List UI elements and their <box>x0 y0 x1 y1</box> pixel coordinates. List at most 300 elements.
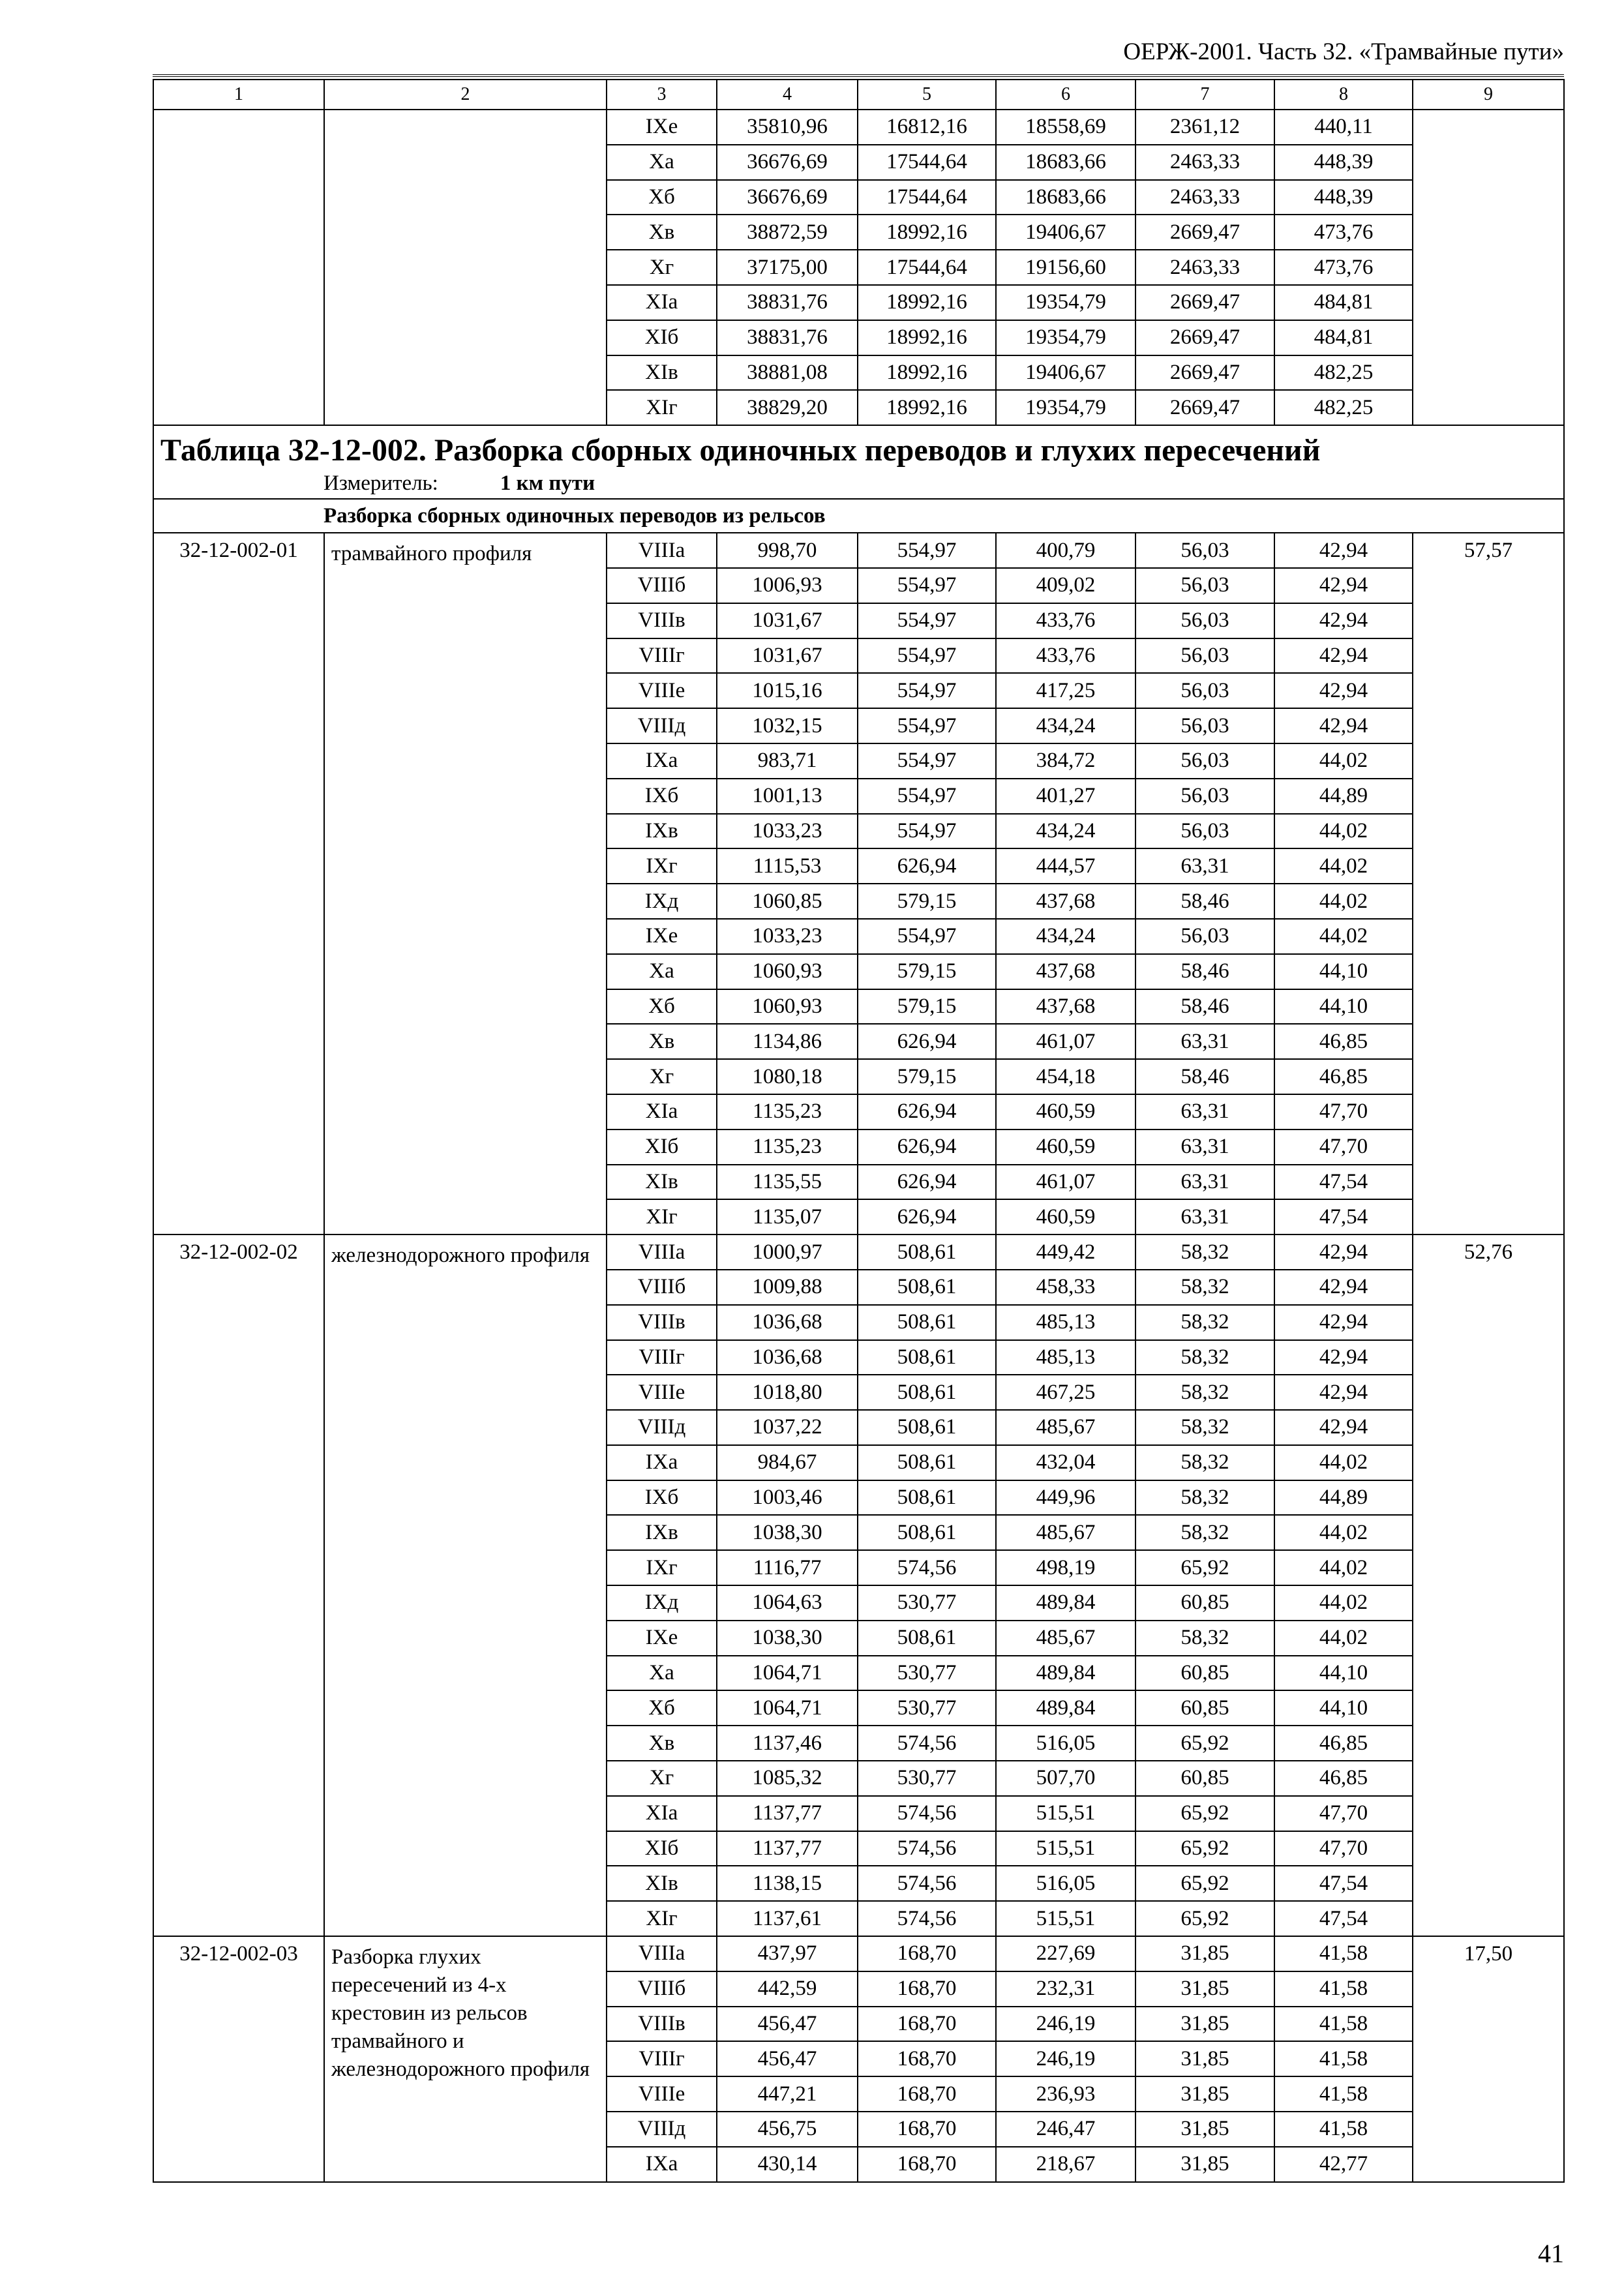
value-cell: 530,77 <box>858 1585 996 1621</box>
value-cell: 448,39 <box>1274 145 1413 180</box>
table-row <box>153 1936 1564 1971</box>
value-cell: 227,69 <box>996 1936 1135 1971</box>
value-cell: 554,97 <box>858 603 996 638</box>
value-cell: 1037,22 <box>717 1410 858 1445</box>
type-cell: XIг <box>607 390 717 425</box>
value-cell: 46,85 <box>1274 1024 1413 1059</box>
value-cell: 38831,76 <box>717 285 858 320</box>
value-cell: 63,31 <box>1135 1024 1274 1059</box>
value-cell: 1033,23 <box>717 814 858 849</box>
value-cell: 473,76 <box>1274 215 1413 250</box>
value-cell: 579,15 <box>858 954 996 989</box>
value-cell: 461,07 <box>996 1165 1135 1200</box>
type-cell: VIIIе <box>607 2076 717 2112</box>
value-cell: 2463,33 <box>1135 180 1274 215</box>
value-cell: 44,02 <box>1274 1621 1413 1656</box>
type-cell: XIб <box>607 1130 717 1165</box>
value-cell: 168,70 <box>858 1971 996 2007</box>
subheading-row <box>153 499 1564 533</box>
value-cell: 489,84 <box>996 1690 1135 1726</box>
column-number: 5 <box>858 80 996 110</box>
column-number: 2 <box>324 80 607 110</box>
value-cell: 515,51 <box>996 1901 1135 1936</box>
value-cell: 56,03 <box>1135 743 1274 779</box>
type-cell: VIIIа <box>607 1234 717 1270</box>
type-cell: Xг <box>607 1761 717 1796</box>
value-cell: 1033,23 <box>717 919 858 954</box>
page-number: 41 <box>1538 2239 1564 2268</box>
name-cell: трамвайного профиля <box>324 533 607 1234</box>
value-cell: 38829,20 <box>717 390 858 425</box>
name-cell: железнодорожного профиля <box>324 1234 607 1936</box>
column-number: 6 <box>996 80 1135 110</box>
value-cell: 574,56 <box>858 1831 996 1866</box>
value-cell: 1031,67 <box>717 603 858 638</box>
value-cell: 63,31 <box>1135 1130 1274 1165</box>
value-cell: 461,07 <box>996 1024 1135 1059</box>
value-cell: 60,85 <box>1135 1690 1274 1726</box>
value-cell: 42,94 <box>1274 603 1413 638</box>
value-cell: 434,24 <box>996 814 1135 849</box>
value-cell: 1006,93 <box>717 568 858 603</box>
value-cell: 433,76 <box>996 603 1135 638</box>
value-cell: 19354,79 <box>996 390 1135 425</box>
value-cell: 31,85 <box>1135 2147 1274 2182</box>
column-number: 1 <box>153 80 324 110</box>
type-cell: VIIIб <box>607 1971 717 2007</box>
value-cell: 430,14 <box>717 2147 858 2182</box>
value-cell: 60,85 <box>1135 1761 1274 1796</box>
type-cell: Xа <box>607 1656 717 1691</box>
value-cell: 63,31 <box>1135 1165 1274 1200</box>
price-table <box>153 79 1565 2183</box>
value-cell: 508,61 <box>858 1305 996 1340</box>
value-cell: 31,85 <box>1135 2112 1274 2147</box>
value-cell: 2669,47 <box>1135 355 1274 391</box>
value-cell: 47,54 <box>1274 1199 1413 1234</box>
type-cell: Xг <box>607 1059 717 1094</box>
value-cell: 485,67 <box>996 1621 1135 1656</box>
value-cell: 18683,66 <box>996 145 1135 180</box>
value-cell: 218,67 <box>996 2147 1135 2182</box>
value-cell: 42,94 <box>1274 708 1413 743</box>
value-cell: 626,94 <box>858 848 996 884</box>
value-cell: 47,54 <box>1274 1165 1413 1200</box>
value-cell: 458,33 <box>996 1270 1135 1305</box>
value-cell: 1137,46 <box>717 1726 858 1761</box>
value-cell: 44,02 <box>1274 814 1413 849</box>
value-cell: 38881,08 <box>717 355 858 391</box>
section-subheading: Разборка сборных одиночных переводов из рельсов <box>153 499 1564 533</box>
value-cell: 58,46 <box>1135 1059 1274 1094</box>
value-cell: 485,13 <box>996 1340 1135 1375</box>
value-cell: 1115,53 <box>717 848 858 884</box>
type-cell: XIб <box>607 1831 717 1866</box>
value-cell: 2669,47 <box>1135 390 1274 425</box>
type-cell: XIб <box>607 320 717 355</box>
value-cell: 18992,16 <box>858 215 996 250</box>
value-cell: 42,94 <box>1274 1410 1413 1445</box>
value-cell: 31,85 <box>1135 1936 1274 1971</box>
code-cell <box>153 110 324 425</box>
value-cell: 1009,88 <box>717 1270 858 1305</box>
value-cell: 60,85 <box>1135 1585 1274 1621</box>
value-cell: 460,59 <box>996 1130 1135 1165</box>
type-cell: VIIIд <box>607 1410 717 1445</box>
value-cell: 44,02 <box>1274 1445 1413 1480</box>
value-cell: 42,77 <box>1274 2147 1413 2182</box>
value-cell: 508,61 <box>858 1515 996 1550</box>
value-cell: 1036,68 <box>717 1305 858 1340</box>
value-cell: 508,61 <box>858 1270 996 1305</box>
value-cell: 1135,07 <box>717 1199 858 1234</box>
value-cell: 485,67 <box>996 1410 1135 1445</box>
column-number: 3 <box>607 80 717 110</box>
value-cell: 168,70 <box>858 2041 996 2076</box>
value-cell: 433,76 <box>996 638 1135 674</box>
value-cell: 58,46 <box>1135 989 1274 1025</box>
value-cell: 384,72 <box>996 743 1135 779</box>
value-cell: 626,94 <box>858 1199 996 1234</box>
type-cell: VIIIд <box>607 2112 717 2147</box>
value-cell: 17544,64 <box>858 180 996 215</box>
value-cell: 1038,30 <box>717 1621 858 1656</box>
value-cell: 508,61 <box>858 1445 996 1480</box>
type-cell: VIIIб <box>607 568 717 603</box>
type-cell: VIIIб <box>607 1270 717 1305</box>
column-number: 9 <box>1413 80 1564 110</box>
value-cell: 17544,64 <box>858 145 996 180</box>
type-cell: VIIIг <box>607 638 717 674</box>
value-cell: 38831,76 <box>717 320 858 355</box>
value-cell: 38872,59 <box>717 215 858 250</box>
value-cell: 449,42 <box>996 1234 1135 1270</box>
value-cell: 437,68 <box>996 954 1135 989</box>
value-cell: 18558,69 <box>996 110 1135 145</box>
value-cell: 460,59 <box>996 1199 1135 1234</box>
table-body <box>153 80 1564 2182</box>
type-cell: XIв <box>607 1866 717 1901</box>
value-cell: 515,51 <box>996 1831 1135 1866</box>
value-cell: 58,46 <box>1135 884 1274 919</box>
type-cell: Xг <box>607 250 717 285</box>
value-cell: 18992,16 <box>858 320 996 355</box>
value-cell: 1001,13 <box>717 779 858 814</box>
type-cell: IXв <box>607 1515 717 1550</box>
value-cell: 998,70 <box>717 533 858 568</box>
value-cell: 579,15 <box>858 1059 996 1094</box>
value-cell: 31,85 <box>1135 2041 1274 2076</box>
value-cell: 2361,12 <box>1135 110 1274 145</box>
value-cell: 42,94 <box>1274 568 1413 603</box>
value-cell: 482,25 <box>1274 355 1413 391</box>
value-cell: 554,97 <box>858 814 996 849</box>
table-title-cell <box>153 425 1564 469</box>
value-cell: 1134,86 <box>717 1024 858 1059</box>
value-cell: 508,61 <box>858 1621 996 1656</box>
value-cell: 44,02 <box>1274 848 1413 884</box>
value-cell: 1135,23 <box>717 1130 858 1165</box>
value-cell: 1135,55 <box>717 1165 858 1200</box>
type-cell: VIIIе <box>607 673 717 708</box>
table-row <box>153 110 1564 145</box>
value-cell: 18992,16 <box>858 355 996 391</box>
value-cell: 58,32 <box>1135 1375 1274 1410</box>
value-cell: 1138,15 <box>717 1866 858 1901</box>
value-cell: 47,70 <box>1274 1796 1413 1831</box>
value-cell: 42,94 <box>1274 1234 1413 1270</box>
value-cell: 246,19 <box>996 2007 1135 2042</box>
value-cell: 434,24 <box>996 708 1135 743</box>
value-cell: 449,96 <box>996 1480 1135 1516</box>
value-cell: 1018,80 <box>717 1375 858 1410</box>
value-cell: 65,92 <box>1135 1550 1274 1585</box>
value-cell: 56,03 <box>1135 568 1274 603</box>
value-cell: 417,25 <box>996 673 1135 708</box>
type-cell: IXа <box>607 1445 717 1480</box>
value-cell: 246,47 <box>996 2112 1135 2147</box>
value-cell: 456,47 <box>717 2041 858 2076</box>
value-cell: 41,58 <box>1274 2112 1413 2147</box>
value-cell: 58,46 <box>1135 954 1274 989</box>
value-cell: 574,56 <box>858 1796 996 1831</box>
value-cell: 44,10 <box>1274 1690 1413 1726</box>
value-cell: 409,02 <box>996 568 1135 603</box>
value-cell: 65,92 <box>1135 1901 1274 1936</box>
type-cell: IXд <box>607 1585 717 1621</box>
value-cell: 42,94 <box>1274 1340 1413 1375</box>
code-cell: 32-12-002-02 <box>153 1234 324 1936</box>
value-cell: 58,32 <box>1135 1445 1274 1480</box>
value-cell: 1085,32 <box>717 1761 858 1796</box>
type-cell: VIIIе <box>607 1375 717 1410</box>
value-cell: 554,97 <box>858 533 996 568</box>
value-cell: 35810,96 <box>717 110 858 145</box>
value-cell: 63,31 <box>1135 1199 1274 1234</box>
value-cell: 579,15 <box>858 989 996 1025</box>
value-cell: 2463,33 <box>1135 145 1274 180</box>
type-cell: IXе <box>607 110 717 145</box>
value-cell: 19354,79 <box>996 285 1135 320</box>
value-cell: 60,85 <box>1135 1656 1274 1691</box>
col9-cell: 57,57 <box>1413 533 1564 1234</box>
value-cell: 516,05 <box>996 1866 1135 1901</box>
value-cell: 58,32 <box>1135 1270 1274 1305</box>
value-cell: 626,94 <box>858 1024 996 1059</box>
value-cell: 246,19 <box>996 2041 1135 2076</box>
value-cell: 19156,60 <box>996 250 1135 285</box>
value-cell: 508,61 <box>858 1480 996 1516</box>
value-cell: 434,24 <box>996 919 1135 954</box>
value-cell: 58,32 <box>1135 1515 1274 1550</box>
value-cell: 41,58 <box>1274 2007 1413 2042</box>
value-cell: 31,85 <box>1135 2007 1274 2042</box>
value-cell: 65,92 <box>1135 1866 1274 1901</box>
value-cell: 31,85 <box>1135 2076 1274 2112</box>
value-cell: 454,18 <box>996 1059 1135 1094</box>
value-cell: 1038,30 <box>717 1515 858 1550</box>
value-cell: 1060,93 <box>717 954 858 989</box>
value-cell: 1116,77 <box>717 1550 858 1585</box>
value-cell: 168,70 <box>858 2076 996 2112</box>
value-cell: 473,76 <box>1274 250 1413 285</box>
column-number: 7 <box>1135 80 1274 110</box>
type-cell: Xв <box>607 215 717 250</box>
value-cell: 554,97 <box>858 638 996 674</box>
value-cell: 554,97 <box>858 708 996 743</box>
value-cell: 168,70 <box>858 2147 996 2182</box>
type-cell: Xа <box>607 954 717 989</box>
value-cell: 46,85 <box>1274 1059 1413 1094</box>
value-cell: 56,03 <box>1135 779 1274 814</box>
value-cell: 56,03 <box>1135 919 1274 954</box>
value-cell: 485,67 <box>996 1515 1135 1550</box>
type-cell: IXб <box>607 1480 717 1516</box>
col9-cell <box>1413 110 1564 425</box>
value-cell: 168,70 <box>858 2112 996 2147</box>
value-cell: 47,70 <box>1274 1130 1413 1165</box>
value-cell: 58,32 <box>1135 1234 1274 1270</box>
name-cell <box>324 110 607 425</box>
value-cell: 447,21 <box>717 2076 858 2112</box>
value-cell: 498,19 <box>996 1550 1135 1585</box>
value-cell: 554,97 <box>858 673 996 708</box>
value-cell: 456,75 <box>717 2112 858 2147</box>
value-cell: 2669,47 <box>1135 215 1274 250</box>
value-cell: 41,58 <box>1274 1971 1413 2007</box>
value-cell: 530,77 <box>858 1656 996 1691</box>
type-cell: XIг <box>607 1901 717 1936</box>
running-header: ОЕРЖ-2001. Часть 32. «Трамвайные пути» <box>1123 38 1564 65</box>
value-cell: 460,59 <box>996 1094 1135 1130</box>
value-cell: 1135,23 <box>717 1094 858 1130</box>
type-cell: Xб <box>607 180 717 215</box>
value-cell: 37175,00 <box>717 250 858 285</box>
value-cell: 16812,16 <box>858 110 996 145</box>
type-cell: XIг <box>607 1199 717 1234</box>
value-cell: 42,94 <box>1274 533 1413 568</box>
value-cell: 554,97 <box>858 568 996 603</box>
value-cell: 401,27 <box>996 779 1135 814</box>
value-cell: 18992,16 <box>858 390 996 425</box>
value-cell: 58,32 <box>1135 1621 1274 1656</box>
value-cell: 41,58 <box>1274 2041 1413 2076</box>
value-cell: 18683,66 <box>996 180 1135 215</box>
value-cell: 58,32 <box>1135 1305 1274 1340</box>
value-cell: 44,89 <box>1274 1480 1413 1516</box>
value-cell: 485,13 <box>996 1305 1135 1340</box>
value-cell: 56,03 <box>1135 603 1274 638</box>
type-cell: IXг <box>607 1550 717 1585</box>
value-cell: 42,94 <box>1274 638 1413 674</box>
value-cell: 19406,67 <box>996 355 1135 391</box>
value-cell: 1064,71 <box>717 1656 858 1691</box>
value-cell: 489,84 <box>996 1656 1135 1691</box>
value-cell: 1064,71 <box>717 1690 858 1726</box>
value-cell: 432,04 <box>996 1445 1135 1480</box>
type-cell: IXа <box>607 2147 717 2182</box>
type-cell: VIIIа <box>607 1936 717 1971</box>
type-cell: XIв <box>607 355 717 391</box>
value-cell: 18992,16 <box>858 285 996 320</box>
value-cell: 56,03 <box>1135 673 1274 708</box>
code-cell: 32-12-002-01 <box>153 533 324 1234</box>
value-cell: 1060,93 <box>717 989 858 1025</box>
value-cell: 579,15 <box>858 884 996 919</box>
name-cell: Разборка глухих пересечений из 4-х крестовин из рельсов трамвайного и железнодорожного профиля <box>324 1936 607 2182</box>
type-cell: IXе <box>607 919 717 954</box>
value-cell: 56,03 <box>1135 638 1274 674</box>
unit-value: 1 км пути <box>500 471 595 496</box>
value-cell: 482,25 <box>1274 390 1413 425</box>
type-cell: VIIIг <box>607 2041 717 2076</box>
type-cell: Xв <box>607 1726 717 1761</box>
column-number-row <box>153 80 1564 110</box>
value-cell: 489,84 <box>996 1585 1135 1621</box>
value-cell: 554,97 <box>858 919 996 954</box>
type-cell: IXд <box>607 884 717 919</box>
header-rule <box>153 74 1564 77</box>
value-cell: 574,56 <box>858 1866 996 1901</box>
unit-label: Измеритель: <box>323 471 438 496</box>
value-cell: 1000,97 <box>717 1234 858 1270</box>
value-cell: 1060,85 <box>717 884 858 919</box>
value-cell: 44,10 <box>1274 989 1413 1025</box>
value-cell: 44,02 <box>1274 1585 1413 1621</box>
value-cell: 41,58 <box>1274 1936 1413 1971</box>
value-cell: 516,05 <box>996 1726 1135 1761</box>
value-cell: 36676,69 <box>717 180 858 215</box>
value-cell: 440,11 <box>1274 110 1413 145</box>
type-cell: IXб <box>607 779 717 814</box>
value-cell: 1031,67 <box>717 638 858 674</box>
value-cell: 44,10 <box>1274 1656 1413 1691</box>
type-cell: XIа <box>607 1796 717 1831</box>
col9-cell: 17,50 <box>1413 1936 1564 2182</box>
type-cell: IXе <box>607 1621 717 1656</box>
value-cell: 1015,16 <box>717 673 858 708</box>
type-cell: VIIIв <box>607 603 717 638</box>
value-cell: 530,77 <box>858 1690 996 1726</box>
value-cell: 530,77 <box>858 1761 996 1796</box>
value-cell: 1137,77 <box>717 1796 858 1831</box>
value-cell: 515,51 <box>996 1796 1135 1831</box>
value-cell: 2669,47 <box>1135 320 1274 355</box>
type-cell: VIIIв <box>607 2007 717 2042</box>
value-cell: 58,32 <box>1135 1480 1274 1516</box>
table-title-row <box>153 425 1564 469</box>
value-cell: 1080,18 <box>717 1059 858 1094</box>
value-cell: 1036,68 <box>717 1340 858 1375</box>
value-cell: 42,94 <box>1274 1305 1413 1340</box>
value-cell: 65,92 <box>1135 1796 1274 1831</box>
value-cell: 1137,77 <box>717 1831 858 1866</box>
type-cell: XIв <box>607 1165 717 1200</box>
value-cell: 1003,46 <box>717 1480 858 1516</box>
value-cell: 56,03 <box>1135 814 1274 849</box>
value-cell: 47,70 <box>1274 1831 1413 1866</box>
value-cell: 63,31 <box>1135 848 1274 884</box>
value-cell: 17544,64 <box>858 250 996 285</box>
table-row <box>153 533 1564 568</box>
value-cell: 508,61 <box>858 1340 996 1375</box>
value-cell: 36676,69 <box>717 145 858 180</box>
value-cell: 168,70 <box>858 1936 996 1971</box>
value-cell: 437,68 <box>996 989 1135 1025</box>
type-cell: IXг <box>607 848 717 884</box>
type-cell: Xб <box>607 1690 717 1726</box>
value-cell: 47,54 <box>1274 1901 1413 1936</box>
